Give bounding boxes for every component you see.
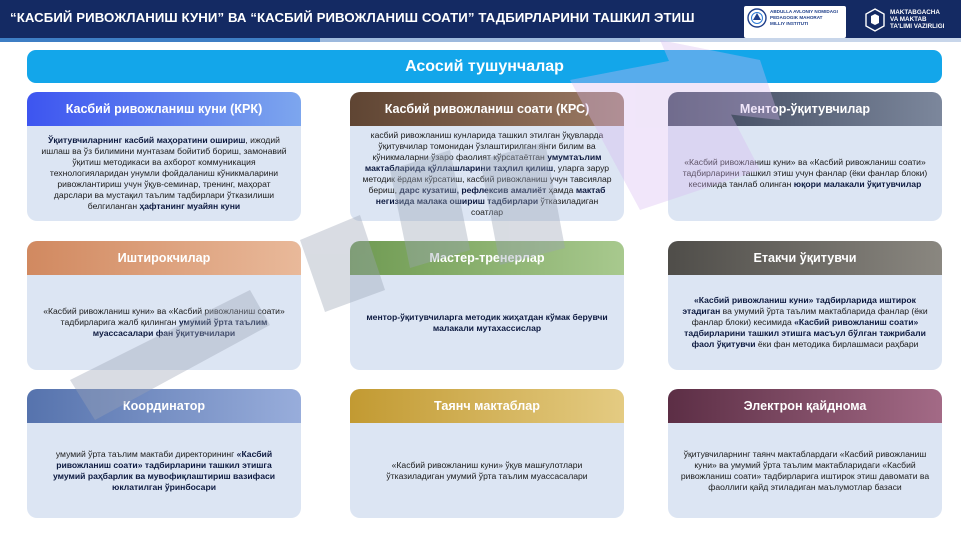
concept-card [668, 241, 942, 370]
concept-card [668, 389, 942, 518]
concept-card [350, 92, 624, 221]
card-text-bold: «Касбий ривожланиш соати» тадбирларини ташкил этишга масъул бўлган тажрибали фаол ўқитувчи [684, 317, 926, 349]
card-text-bold: ҳафтанинг муайян куни [139, 201, 241, 211]
concept-card [27, 389, 301, 518]
concept-card-text [362, 130, 612, 218]
card-text: ўқитувчиларнинг таянч мактаблардаги «Касбий ривожланиш куни» ва умумий ўрта таълим мактабларидаги «Касбий ривожланиш соати» тадбирларига иштирок этиш давомати ва фаоллиги қайд этиладиган маълумотлар базаси [680, 448, 930, 492]
card-text: «Касбий ривожланиш куни» ва «Касбий ривожланиш соати» тадбирларини ташкил этиш учун фанлар (ёки фанлар блоки) кесимида танлаб олинган [682, 157, 928, 189]
concept-card-text [362, 460, 612, 482]
card-text-bold: мактаб негизида малака ошириш тадбирлари [375, 184, 606, 206]
concept-card [668, 92, 942, 221]
concept-card-body [39, 275, 289, 370]
concept-card-text [680, 449, 930, 493]
card-text: касбий ривожланиш кунларида ташкил этилган ўқувларда ўқитувчилар томонидан ўзлаштирилган янги билим ва кўникмаларни ўзаро фаолият кўрсатаётган [370, 129, 604, 162]
concept-card-title: Мастер-тренерлар [350, 241, 624, 275]
concept-card-text [39, 449, 289, 493]
ministry-logo [862, 6, 961, 36]
card-text-bold: дарс кузатиш, рефлексив амалиёт [399, 184, 547, 195]
header-bar [0, 0, 961, 38]
ministry-emblem-icon [865, 8, 885, 32]
card-text-bold: юқори малакали ўқитувчилар [793, 179, 922, 189]
concept-card-text [39, 135, 289, 212]
concept-card-body [39, 126, 289, 221]
concept-card [27, 92, 301, 221]
card-text: , уларга зарур методик ёрдам кўрсатиш, касбий ривожланиш учун тавсиялар бериш, [362, 162, 612, 195]
ministry-logo-line: MAKTABGACHA [890, 9, 940, 16]
concept-card-title: Таянч мактаблар [350, 389, 624, 423]
ministry-logo-line: VA MAKTAB [890, 16, 927, 24]
concept-card-body [39, 423, 289, 518]
card-text-bold: Ўқитувчиларнинг касбий маҳоратини ошириш [48, 135, 246, 145]
concept-card-body [680, 423, 930, 518]
section-banner: Асосий тушунчалар [27, 50, 942, 83]
concept-card-body [362, 423, 612, 518]
card-text: «Касбий ривожланиш куни» ва «Касбий ривожланиш соати» тадбирларига жалб қилинган [43, 306, 285, 327]
header-accent-strip [640, 38, 961, 42]
concept-card-title: Етакчи ўқитувчи [668, 241, 942, 275]
card-text: «Касбий ривожланиш куни» ўқув машғулотлари ўтказиладиган умумий ўрта таълим муассасалари [386, 459, 588, 481]
concept-card-text [39, 306, 289, 339]
concept-card-title: Иштирокчилар [27, 241, 301, 275]
ministry-logo-line: TA'LIMI VAZIRLIGI [890, 23, 945, 31]
card-text-bold: умумтаълим мактабларида қўллашларини таҳлил қилиш [364, 151, 602, 173]
institute-logo-text [770, 9, 838, 27]
concept-card-title: Касбий ривожланиш соати (КРС) [350, 92, 624, 126]
card-text-bold: умумий ўрта таълим муассасалари фан ўқитувчилари [92, 317, 268, 338]
card-text: ва умумий ўрта таълим мактабларида фанлар (ёки фанлар блоки) кесимида [691, 306, 928, 327]
card-text-bold: «Касбий ривожланиш куни» тадбирларида иштирок этадиган [682, 295, 916, 316]
concept-card [350, 389, 624, 518]
concept-card-body [680, 275, 930, 370]
ministry-logo-text [890, 9, 944, 31]
card-text: ёки фан методика бирлашмаси раҳбари [755, 339, 919, 349]
institute-logo-line: MILLIY INSTITUTI [770, 21, 809, 26]
header-accent-strip [0, 38, 320, 42]
card-text: ҳамда [546, 184, 576, 195]
concept-card-body [680, 126, 930, 221]
concept-card-title: Ментор-ўқитувчилар [668, 92, 942, 126]
institute-logo-line: PEDAGOGIK MAHORAT [770, 15, 823, 20]
card-text: умумий ўрта таълим мактаби директорининг [55, 448, 237, 459]
header-accent-strip [320, 38, 640, 42]
concept-card [350, 241, 624, 370]
concept-card-text [680, 157, 930, 190]
concept-card-text [362, 312, 612, 334]
concept-card-title: Электрон қайднома [668, 389, 942, 423]
institute-logo-line: ABDULLA AVLONIY NOMIDAGI [770, 9, 838, 14]
concept-card-title: Касбий ривожланиш куни (КРК) [27, 92, 301, 126]
concept-card-body [362, 126, 612, 221]
concept-card-body [362, 275, 612, 370]
concept-card [27, 241, 301, 370]
card-text: , ижодий ишлаш ва ўз билимини мунтазам бойитиб бориш, замонавий ўқитиш методикаси ва ахборот коммуникация технологияларидан унумли фойдаланиш кўникмаларини ривожлантириш учун ўқув-семинар, тренинг, маҳорат дарслари ва мустақил таълим тадбирлари ўтказилиши белгиланган [41, 135, 287, 211]
card-text-bold: «Касбий ривожланиш соати» тадбирларини ташкил этишга умумий раҳбарлик ва мувофиқлаштириш вазифаси юклатилган ўринбосари [52, 448, 276, 492]
institute-seal-icon [747, 8, 767, 28]
page-title: “КАСБИЙ РИВОЖЛАНИШ КУНИ” ВА “КАСБИЙ РИВОЖЛАНИШ СОАТИ” ТАДБИРЛАРИНИ ТАШКИЛ ЭТИШ [10, 10, 695, 25]
institute-logo [744, 6, 846, 38]
concept-card-text [680, 295, 930, 350]
card-text-bold: ментор-ўқитувчиларга методик жиҳатдан кўмак берувчи малакали мутахассислар [366, 311, 608, 333]
card-text: ўтказиладиган соатлар [470, 195, 599, 217]
concept-card-title: Координатор [27, 389, 301, 423]
